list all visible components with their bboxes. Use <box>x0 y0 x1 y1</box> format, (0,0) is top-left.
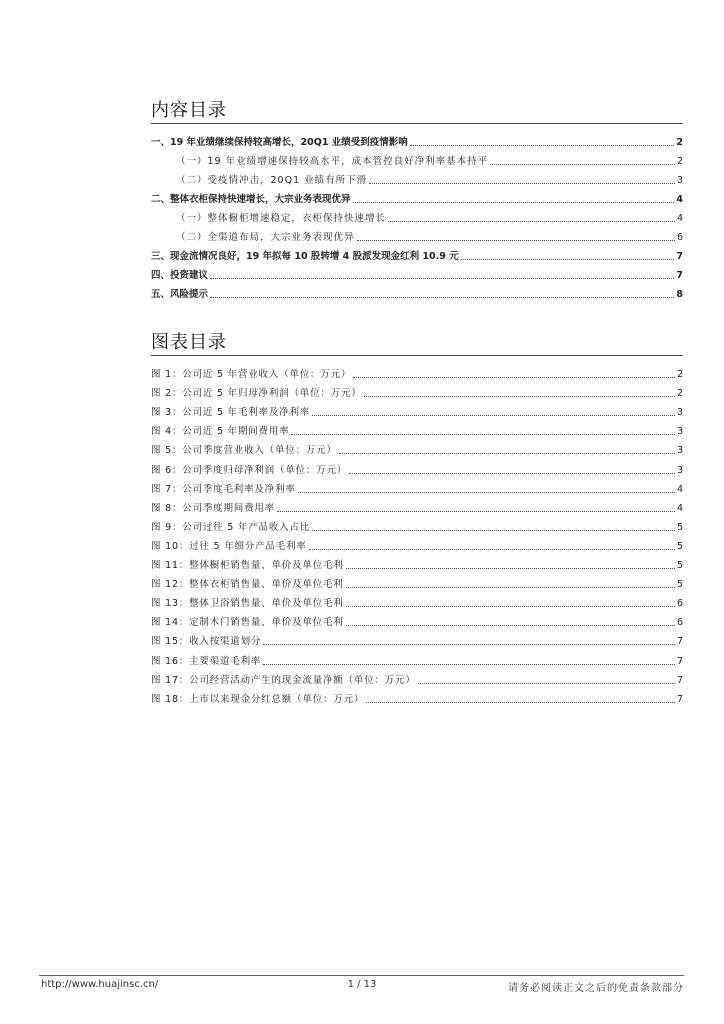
footer-disclaimer-note: 请务必阅读正文之后的免责条款部分 <box>508 983 684 994</box>
figure-entry-page-number: 4 <box>676 483 683 495</box>
figure-entry-label: 图 4：公司近 5 年期间费用率 <box>151 426 290 438</box>
dot-leader <box>339 453 675 454</box>
dot-leader <box>346 625 675 626</box>
toc-entry-label: 二、整体衣柜保持快速增长，大宗业务表现优异 <box>151 194 351 205</box>
figure-entry[interactable] <box>151 610 683 629</box>
figure-entry-page-number: 5 <box>676 560 683 572</box>
dot-leader <box>312 530 675 531</box>
toc-entry-label: （一）整体橱柜增速稳定，衣柜保持快速增长 <box>176 213 387 224</box>
figure-entry-page-number: 5 <box>676 521 683 533</box>
figure-entry[interactable] <box>151 687 683 706</box>
figure-entry[interactable] <box>151 381 683 400</box>
dot-leader <box>263 664 675 665</box>
footer-page-number: 1 / 13 <box>347 979 377 990</box>
toc-list <box>151 130 683 301</box>
figure-entry-page-number: 3 <box>676 445 683 457</box>
dot-leader <box>357 240 675 241</box>
dot-leader <box>210 297 674 298</box>
toc-entry-label: 三、现金流情况良好，19 年拟每 10 股转增 4 股派发现金红利 10.9 元 <box>151 251 459 262</box>
figure-entry[interactable] <box>151 629 683 648</box>
figure-list <box>151 362 683 706</box>
figure-entry[interactable] <box>151 496 683 515</box>
figure-entry[interactable] <box>151 419 683 438</box>
toc-entry-label: 一、19 年业绩继续保持较高增长，20Q1 业绩受到疫情影响 <box>151 137 408 148</box>
dot-leader <box>366 702 675 703</box>
figure-entry-page-number: 2 <box>676 388 683 400</box>
toc-entry[interactable] <box>151 168 683 187</box>
figure-entry-page-number: 3 <box>676 426 683 438</box>
dot-leader <box>346 568 675 569</box>
toc-entry[interactable] <box>151 130 683 149</box>
dot-leader <box>349 473 675 474</box>
figure-entry-page-number: 7 <box>676 636 683 648</box>
figure-entry-label: 图 16：主要渠道毛利率 <box>151 655 262 667</box>
figure-entry[interactable] <box>151 591 683 610</box>
dot-leader <box>263 644 675 645</box>
figure-entry[interactable] <box>151 477 683 496</box>
figure-entry[interactable] <box>151 534 683 553</box>
toc-entry[interactable] <box>151 244 683 263</box>
toc-entry[interactable] <box>151 282 683 301</box>
dot-leader <box>210 278 674 279</box>
dot-leader <box>353 377 675 378</box>
dot-leader <box>277 511 675 512</box>
figure-entry-label: 图 15：收入按渠道划分 <box>151 636 262 648</box>
toc-entry-page-number: 4 <box>676 213 683 224</box>
toc-entry-page-number: 8 <box>676 289 683 300</box>
figure-list-title: 图表目录 <box>151 332 227 353</box>
toc-entry[interactable] <box>151 206 683 225</box>
dot-leader <box>291 434 675 435</box>
dot-leader <box>461 259 675 260</box>
figure-entry-label: 图 17：公司经营活动产生的现金流量净额（单位：万元） <box>151 674 416 686</box>
figure-entry-label: 图 3：公司近 5 年毛利率及净利率 <box>151 407 311 419</box>
toc-entry-page-number: 2 <box>676 137 683 148</box>
figure-entry-page-number: 6 <box>676 617 683 629</box>
toc-entry[interactable] <box>151 187 683 206</box>
toc-entry-label: 四、投资建议 <box>151 270 209 281</box>
toc-entry-label: 五、风险提示 <box>151 289 209 300</box>
figure-entry-page-number: 3 <box>676 464 683 476</box>
dot-leader <box>309 549 675 550</box>
toc-title-rule <box>151 123 683 124</box>
figure-entry-label: 图 13：整体卫浴销售量、单价及单位毛利 <box>151 598 344 610</box>
figure-entry[interactable] <box>151 572 683 591</box>
figure-entry[interactable] <box>151 515 683 534</box>
toc-entry-page-number: 7 <box>676 270 683 281</box>
footer-url-link[interactable]: http://www.huajinsc.cn/ <box>41 979 159 990</box>
figure-entry-label: 图 9：公司过往 5 年产品收入占比 <box>151 521 311 533</box>
figure-entry[interactable] <box>151 362 683 381</box>
figure-entry-page-number: 7 <box>676 655 683 667</box>
dot-leader <box>364 396 675 397</box>
toc-entry[interactable] <box>151 225 683 244</box>
figure-entry-page-number: 6 <box>676 598 683 610</box>
figure-entry-label: 图 6：公司季度归母净利润（单位：万元） <box>151 464 348 476</box>
figure-entry[interactable] <box>151 400 683 419</box>
toc-entry-page-number: 3 <box>676 175 683 186</box>
dot-leader <box>418 683 675 684</box>
dot-leader <box>312 415 675 416</box>
dot-leader <box>298 492 675 493</box>
figure-entry-label: 图 5：公司季度营业收入（单位：万元） <box>151 445 337 457</box>
figure-entry-label: 图 18：上市以来现金分红总额（单位：万元） <box>151 693 365 705</box>
toc-entry-label: （一）19 年业绩增速保持较高水平，成本管控良好净利率基本持平 <box>176 156 489 167</box>
dot-leader <box>346 606 675 607</box>
figure-entry-page-number: 5 <box>676 579 683 591</box>
figure-entry[interactable] <box>151 648 683 667</box>
figure-entry-page-number: 7 <box>676 693 683 705</box>
toc-entry-page-number: 2 <box>676 156 683 167</box>
figure-entry[interactable] <box>151 438 683 457</box>
figure-entry-page-number: 5 <box>676 540 683 552</box>
figure-entry-label: 图 7：公司季度毛利率及净利率 <box>151 483 296 495</box>
figure-entry-label: 图 11：整体橱柜销售量、单价及单位毛利 <box>151 560 344 572</box>
figure-entry-label: 图 10：过往 5 年细分产品毛利率 <box>151 540 307 552</box>
toc-entry-page-number: 6 <box>676 232 683 243</box>
toc-entry[interactable] <box>151 263 683 282</box>
dot-leader <box>369 183 675 184</box>
dot-leader <box>353 202 675 203</box>
figure-entry[interactable] <box>151 553 683 572</box>
toc-entry-label: （二）全渠道布局，大宗业务表现优异 <box>176 232 355 243</box>
toc-entry-page-number: 7 <box>676 251 683 262</box>
figure-entry-label: 图 14：定制木门销售量、单价及单位毛利 <box>151 617 344 629</box>
figure-entry[interactable] <box>151 457 683 476</box>
figure-entry-page-number: 2 <box>676 369 683 381</box>
figure-entry-label: 图 8：公司季度期间费用率 <box>151 502 275 514</box>
dot-leader <box>410 145 675 146</box>
toc-entry[interactable] <box>151 149 683 168</box>
toc-title: 内容目录 <box>151 100 227 121</box>
figure-entry-label: 图 1：公司近 5 年营业收入（单位：万元） <box>151 369 352 381</box>
dot-leader <box>346 587 675 588</box>
dot-leader <box>388 221 675 222</box>
figure-list-title-rule <box>151 355 683 356</box>
toc-entry-page-number: 4 <box>676 194 683 205</box>
figure-entry-label: 图 12：整体衣柜销售量、单价及单位毛利 <box>151 579 344 591</box>
figure-entry[interactable] <box>151 668 683 687</box>
figure-entry-label: 图 2：公司近 5 年归母净利润（单位：万元） <box>151 388 362 400</box>
dot-leader <box>490 164 675 165</box>
footer-rule <box>39 975 684 976</box>
figure-entry-page-number: 7 <box>676 674 683 686</box>
toc-entry-label: （二）受疫情冲击，20Q1 业绩有所下滑 <box>176 175 368 186</box>
figure-entry-page-number: 3 <box>676 407 683 419</box>
figure-entry-page-number: 4 <box>676 502 683 514</box>
